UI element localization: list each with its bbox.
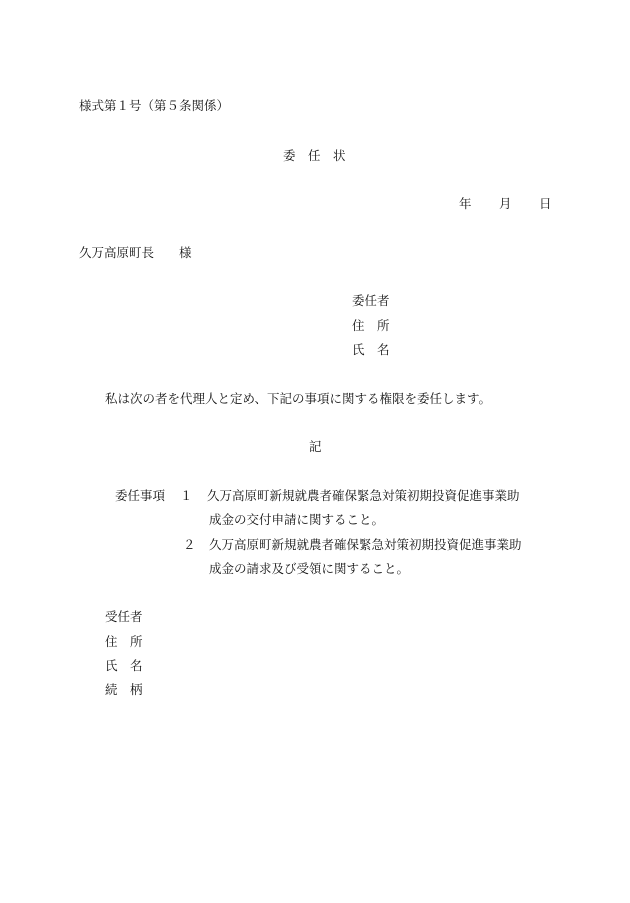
delegator-address-label: 住 所 [352, 318, 390, 333]
delegation-statement: 私は次の者を代理人と定め、下記の事項に関する権限を委任します。 [105, 391, 492, 406]
ki-heading: 記 [309, 439, 322, 454]
matters-label: 委任事項 [115, 488, 166, 503]
matter-line: 久万高原町新規就農者確保緊急対策初期投資促進事業助 [209, 537, 522, 552]
date-month: 月 [499, 196, 512, 211]
matter-number: １ [180, 488, 193, 503]
matter-line: 成金の交付申請に関すること。 [209, 512, 385, 527]
delegate-heading: 受任者 [105, 609, 143, 624]
matter-number: ２ [183, 537, 196, 552]
delegate-address-label: 住 所 [105, 634, 143, 649]
date-year: 年 [459, 196, 472, 211]
matter-line: 久万高原町新規就農者確保緊急対策初期投資促進事業助 [207, 488, 520, 503]
delegate-name-label: 氏 名 [105, 658, 143, 673]
date-day: 日 [539, 196, 552, 211]
form-number: 様式第１号（第５条関係） [79, 98, 230, 113]
delegator-name-label: 氏 名 [352, 342, 390, 357]
addressee: 久万高原町長 様 [79, 245, 192, 260]
delegate-relationship-label: 続 柄 [105, 682, 143, 697]
delegator-heading: 委任者 [352, 293, 390, 308]
matter-line: 成金の請求及び受領に関すること。 [209, 561, 410, 576]
document-title: 委 任 状 [283, 148, 346, 163]
